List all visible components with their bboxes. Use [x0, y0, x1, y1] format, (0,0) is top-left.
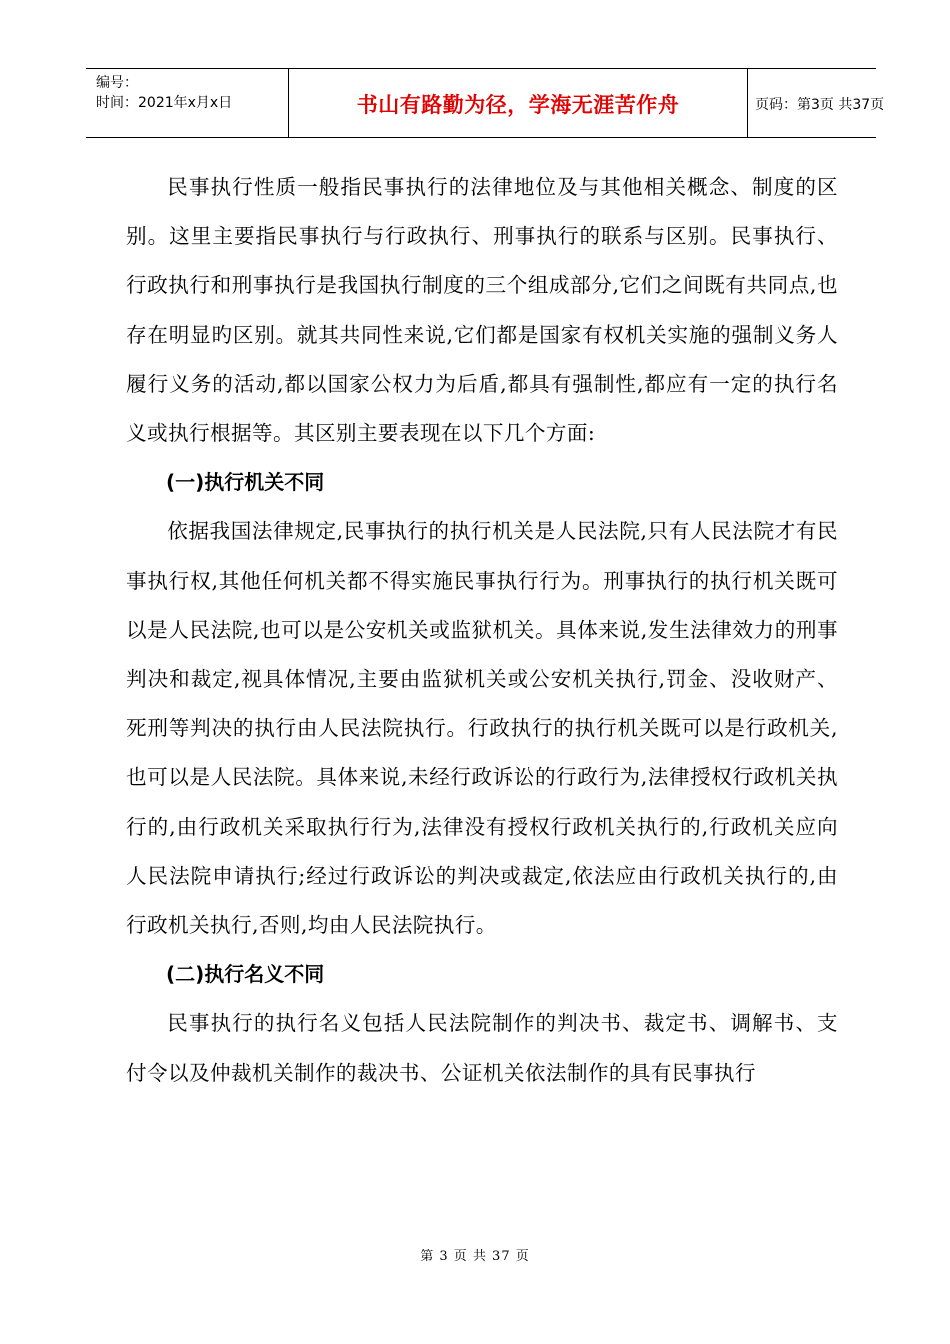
paragraph-intro: 民事执行性质一般指民事执行的法律地位及与其他相关概念、制度的区别。这里主要指民事执行与行政执行、刑事执行的联系与区别。民事执行、行政执行和刑事执行是我国执行制度的三个组成部分,它们之间既有共同点,也存在明显旳区别。就其共同性来说,它们都是国家有权机关实施的强制义务人履行义务的活动,都以国家公权力为后盾,都具有强制性,都应有一定的执行名义或执行根据等。其区别主要表现在以下几个方面:	[126, 175, 838, 446]
page-header	[86, 68, 885, 138]
section-heading-2: (二)执行名义不同	[166, 962, 325, 987]
paragraph-execution-title: 民事执行的执行名义包括人民法院制作的判决书、裁定书、调解书、支付令以及仲裁机关制作的裁决书、公证机关依法制作的具有民事执行	[126, 1011, 838, 1085]
time-label: 时间：2021年x月x日	[96, 95, 233, 111]
document-body	[126, 163, 838, 1098]
header-motto-cell	[288, 69, 748, 137]
page-footer: 第 3 页 共 37 页	[420, 1249, 530, 1264]
header-page-cell	[747, 69, 885, 137]
header-page-label: 页码：第3页 共37页	[755, 97, 885, 113]
paragraph-execution-organs: 依据我国法律规定,民事执行的执行机关是人民法院,只有人民法院才有民事执行权,其他任何机关都不得实施民事执行行为。刑事执行的执行机关既可以是人民法院,也可以是公安机关或监狱机关。具体来说,发生法律效力的刑事判决和裁定,视具体情况,主要由监狱机关或公安机关执行,罚金、没收财产、死刑等判决的执行由人民法院执行。行政执行的执行机关既可以是行政机关,也可以是人民法院。具体来说,未经行政诉讼的行政行为,法律授权行政机关执行的,由行政机关采取执行行为,法律没有授权行政机关执行的,行政机关应向人民法院申请执行;经过行政诉讼的判决或裁定,依法应由行政机关执行的,由行政机关执行,否则,均由人民法院执行。	[126, 519, 838, 938]
serial-label: 编号：	[96, 75, 138, 91]
section-heading-1: (一)执行机关不同	[166, 470, 325, 495]
motto-text: 书山有路勤为径，学海无涯苦作舟	[356, 93, 680, 117]
header-meta-cell	[86, 69, 288, 137]
